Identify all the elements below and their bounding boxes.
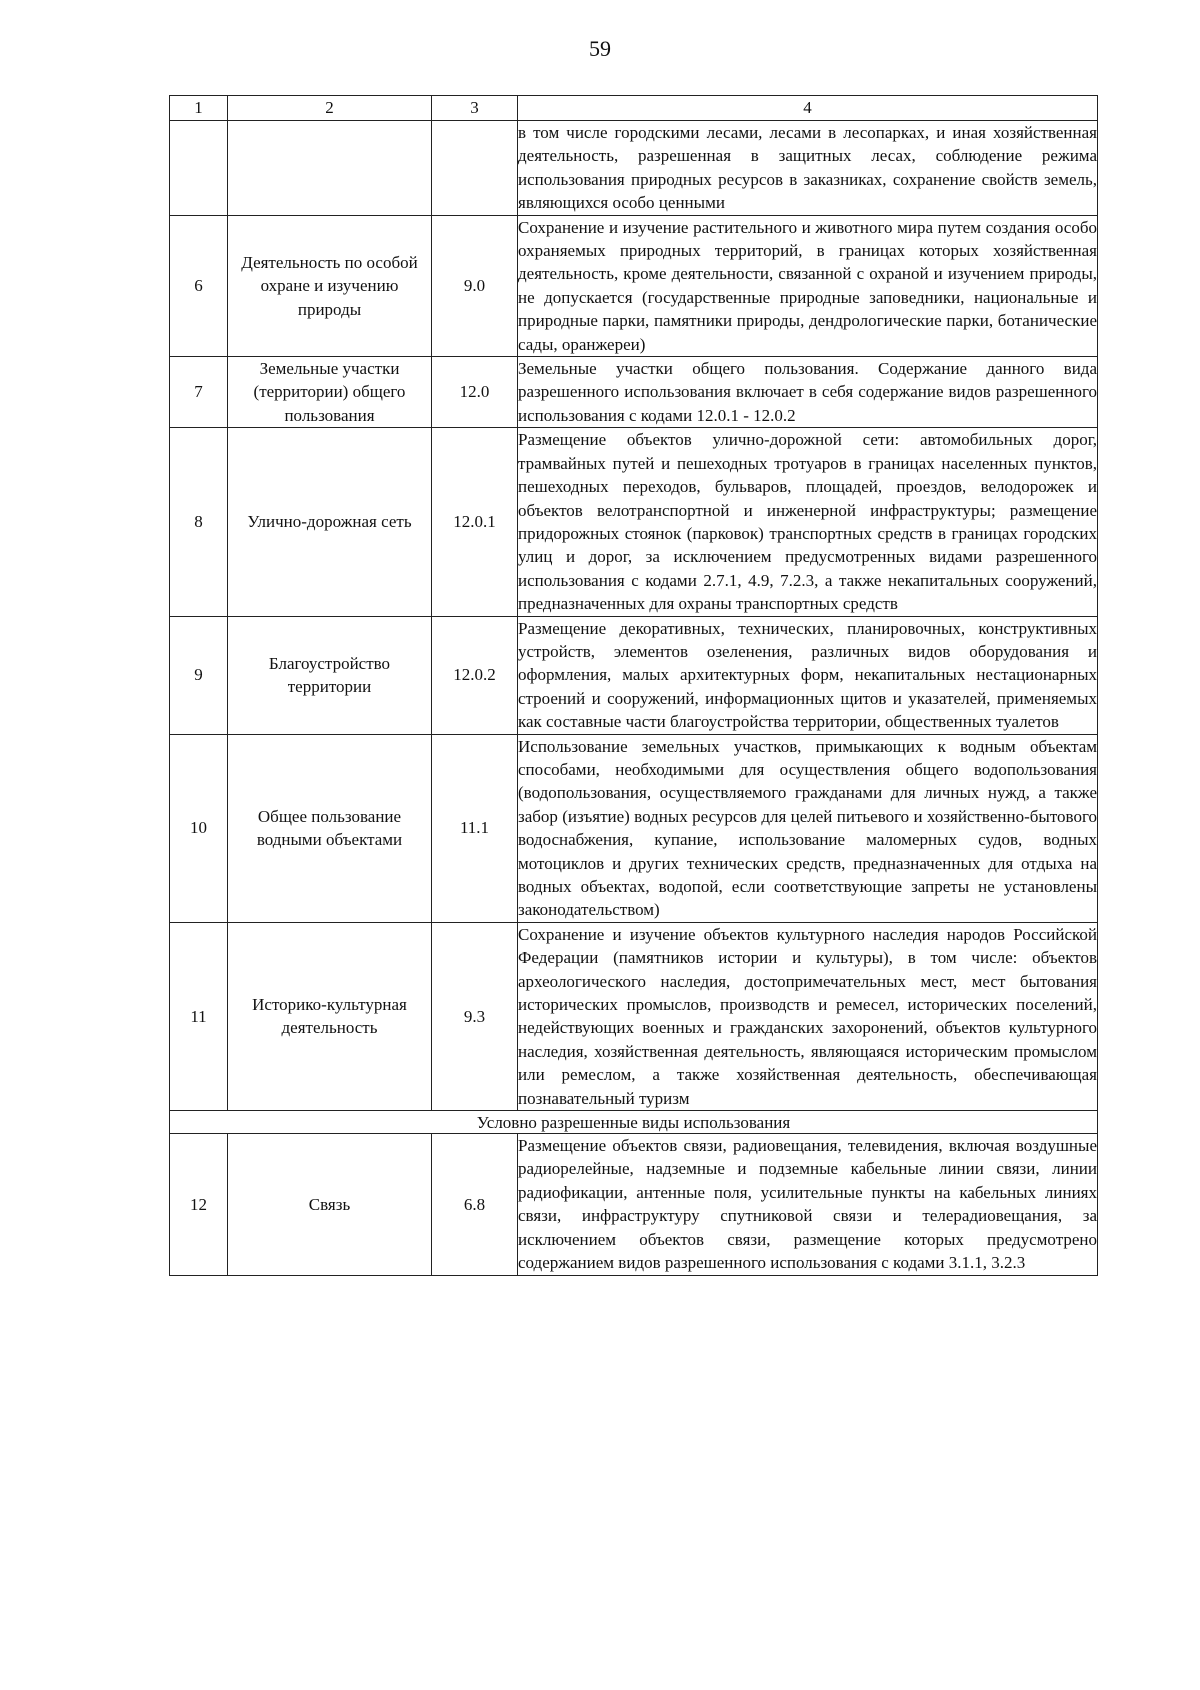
- use-code: 12.0: [432, 357, 518, 428]
- use-description: Размещение объектов улично-дорожной сети: автомобильных дорог, трамвайных путей и пешеходных тротуаров в границах населенных пунктов, пешеходных переходов, бульваров, площадей, проездов, велодорожек и объектов велотранспортной и инженерной инфраструктуры; размещение придорожных стоянок (парковок) транспортных средств в границах городских улиц и дорог, за исключением предусмотренных видами разрешенного использования с кодами 2.7.1, 4.9, 7.2.3, а также некапитальных сооружений, предназначенных для охраны транспортных средств: [518, 428, 1098, 616]
- use-description: Размещение декоративных, технических, планировочных, конструктивных устройств, элементов озеленения, различных видов оборудования и оформления, малых архитектурных форм, некапитальных нестационарных строений и сооружений, информационных щитов и указателей, применяемых как составные части благоустройства территории, общественных туалетов: [518, 616, 1098, 734]
- column-header: 1: [170, 96, 228, 121]
- table-row: [170, 1134, 1098, 1275]
- table-row: [170, 428, 1098, 616]
- use-code: 12.0.1: [432, 428, 518, 616]
- use-name: [228, 121, 432, 216]
- use-name: Историко-культурная деятельность: [228, 922, 432, 1110]
- use-description: в том числе городскими лесами, лесами в лесопарках, и иная хозяйственная деятельность, разрешенная в защитных лесах, соблюдение режима использования природных ресурсов в заказниках, сохранение свойств земель, являющихся особо ценными: [518, 121, 1098, 216]
- row-number: 9: [170, 616, 228, 734]
- column-header: 2: [228, 96, 432, 121]
- use-description: Сохранение и изучение объектов культурного наследия народов Российской Федерации (памятников истории и культуры), в том числе: объектов археологического наследия, достопримечательных мест, мест бытования исторических промыслов, производств и ремесел, исторических поселений, недействующих военных и гражданских захоронений, объектов культурного наследия, хозяйственная деятельность, являющаяся историческим промыслом или ремеслом, а также хозяйственная деятельность, обеспечивающая познавательный туризм: [518, 922, 1098, 1110]
- use-code: 11.1: [432, 734, 518, 922]
- row-number: 10: [170, 734, 228, 922]
- use-name: Улично-дорожная сеть: [228, 428, 432, 616]
- land-use-table: [169, 95, 1098, 1276]
- table-row: [170, 121, 1098, 216]
- use-description: Использование земельных участков, примыкающих к водным объектам способами, необходимыми для осуществления общего водопользования (водопользования, осуществляемого гражданами для личных нужд, а также забор (изъятие) водных ресурсов для целей питьевого и хозяйственно-бытового водоснабжения, купание, использование маломерных судов, водных мотоциклов и других технических средств, предназначенных для отдыха на водных объектах, водопой, если соответствующие запреты не установлены законодательством): [518, 734, 1098, 922]
- table-row: [170, 616, 1098, 734]
- use-code: 6.8: [432, 1134, 518, 1275]
- table-row: [170, 215, 1098, 356]
- use-name: Деятельность по особой охране и изучению природы: [228, 215, 432, 356]
- row-number: 11: [170, 922, 228, 1110]
- use-code: 9.0: [432, 215, 518, 356]
- header-row: [170, 96, 1098, 121]
- use-code: 9.3: [432, 922, 518, 1110]
- use-code: [432, 121, 518, 216]
- column-header: 4: [518, 96, 1098, 121]
- section-title: Условно разрешенные виды использования: [170, 1111, 1098, 1134]
- use-name: Связь: [228, 1134, 432, 1275]
- row-number: [170, 121, 228, 216]
- table-row: [170, 357, 1098, 428]
- row-number: 6: [170, 215, 228, 356]
- row-number: 8: [170, 428, 228, 616]
- use-description: Земельные участки общего пользования. Содержание данного вида разрешенного использования включает в себя содержание видов разрешенного использования с кодами 12.0.1 - 12.0.2: [518, 357, 1098, 428]
- column-header: 3: [432, 96, 518, 121]
- table-row: [170, 922, 1098, 1110]
- row-number: 12: [170, 1134, 228, 1275]
- use-code: 12.0.2: [432, 616, 518, 734]
- row-number: 7: [170, 357, 228, 428]
- use-description: Размещение объектов связи, радиовещания, телевидения, включая воздушные радиорелейные, надземные и подземные кабельные линии связи, линии радиофикации, антенные поля, усилительные пункты на кабельных линиях связи, инфраструктуру спутниковой связи и телерадиовещания, за исключением объектов связи, размещение которых предусмотрено содержанием видов разрешенного использования с кодами 3.1.1, 3.2.3: [518, 1134, 1098, 1275]
- use-description: Сохранение и изучение растительного и животного мира путем создания особо охраняемых природных территорий, в границах которых хозяйственная деятельность, кроме деятельности, связанной с охраной и изучением природы, не допускается (государственные природные заповедники, национальные и природные парки, памятники природы, дендрологические парки, ботанические сады, оранжереи): [518, 215, 1098, 356]
- use-name: Общее пользование водными объектами: [228, 734, 432, 922]
- use-name: Благоустройство территории: [228, 616, 432, 734]
- page-number: 59: [589, 36, 611, 61]
- use-name: Земельные участки (территории) общего пользования: [228, 357, 432, 428]
- section-row: [170, 1111, 1098, 1134]
- table-row: [170, 734, 1098, 922]
